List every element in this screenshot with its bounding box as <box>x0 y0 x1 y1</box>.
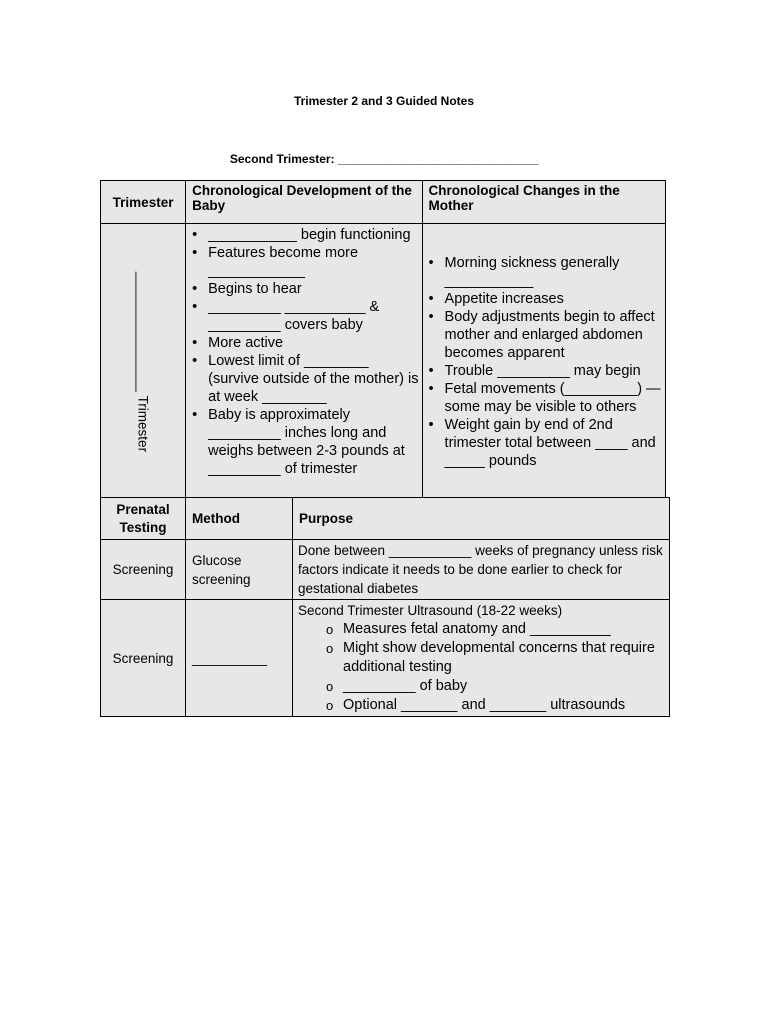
trimester-table-header <box>101 181 666 224</box>
purpose-cell <box>293 600 670 717</box>
list-item: • Weight gain by end of 2nd trimester total between ____ and _____ pounds <box>423 416 665 470</box>
table-row <box>101 600 670 717</box>
prenatal-testing-table <box>100 497 670 717</box>
header-mother-changes: Chronological Changes in the Mother <box>422 181 665 224</box>
list-item: o Optional _______ and _______ ultrasounds <box>320 696 664 715</box>
purpose-cell: Done between ___________ weeks of pregnancy unless risk factors indicate it needs to be done earlier to check for gestational diabetes <box>293 540 670 600</box>
baby-development-list <box>186 224 421 478</box>
mother-changes-list <box>423 224 665 470</box>
document-title: Trimester 2 and 3 Guided Notes <box>293 94 475 108</box>
trimester-label: ________________ Trimester <box>135 271 151 453</box>
purpose-title: Second Trimester Ultrasound (18-22 weeks) <box>298 603 563 618</box>
header-trimester: Trimester <box>101 181 186 224</box>
method-cell: Glucose screening <box>186 540 293 600</box>
ultrasound-list <box>298 620 664 715</box>
list-item: o Measures fetal anatomy and __________ <box>320 620 664 639</box>
testing-cell: Screening <box>101 540 186 600</box>
trimester-label-cell <box>101 224 186 501</box>
trimester-table-row <box>101 224 666 501</box>
list-item: • Lowest limit of ________ (survive outside of the mother) is at week ________ <box>186 352 421 406</box>
list-item: • Begins to hear <box>186 280 421 298</box>
list-item: o Might show developmental concerns that require additional testing <box>320 639 664 677</box>
list-item: • _________ __________ & _________ covers baby <box>186 298 421 334</box>
header-purpose: Purpose <box>293 498 670 540</box>
header-method: Method <box>186 498 293 540</box>
list-item: • Morning sickness generally ___________ <box>423 254 665 290</box>
list-item: • Trouble _________ may begin <box>423 362 665 380</box>
section-subtitle: Second Trimester: ______________________________ <box>229 152 539 166</box>
method-cell: __________ <box>186 600 293 717</box>
table-row <box>101 540 670 600</box>
mother-changes-cell <box>422 224 665 501</box>
list-item: • Features become more ____________ <box>186 244 421 280</box>
list-item: • ___________ begin functioning <box>186 226 421 244</box>
baby-development-cell <box>186 224 422 501</box>
list-item: • Appetite increases <box>423 290 665 308</box>
prenatal-testing-header <box>101 498 670 540</box>
trimester-table <box>100 180 666 501</box>
testing-cell: Screening <box>101 600 186 717</box>
list-item: o _________ of baby <box>320 677 664 696</box>
list-item: • More active <box>186 334 421 352</box>
header-prenatal-testing: Prenatal Testing <box>101 498 186 540</box>
list-item: • Fetal movements (_________) — some may be visible to others <box>423 380 665 416</box>
list-item: • Body adjustments begin to affect mother and enlarged abdomen becomes apparent <box>423 308 665 362</box>
list-item: • Baby is approximately _________ inches long and weighs between 2-3 pounds at _________ of trimester <box>186 406 421 478</box>
header-baby-development: Chronological Development of the Baby <box>186 181 422 224</box>
